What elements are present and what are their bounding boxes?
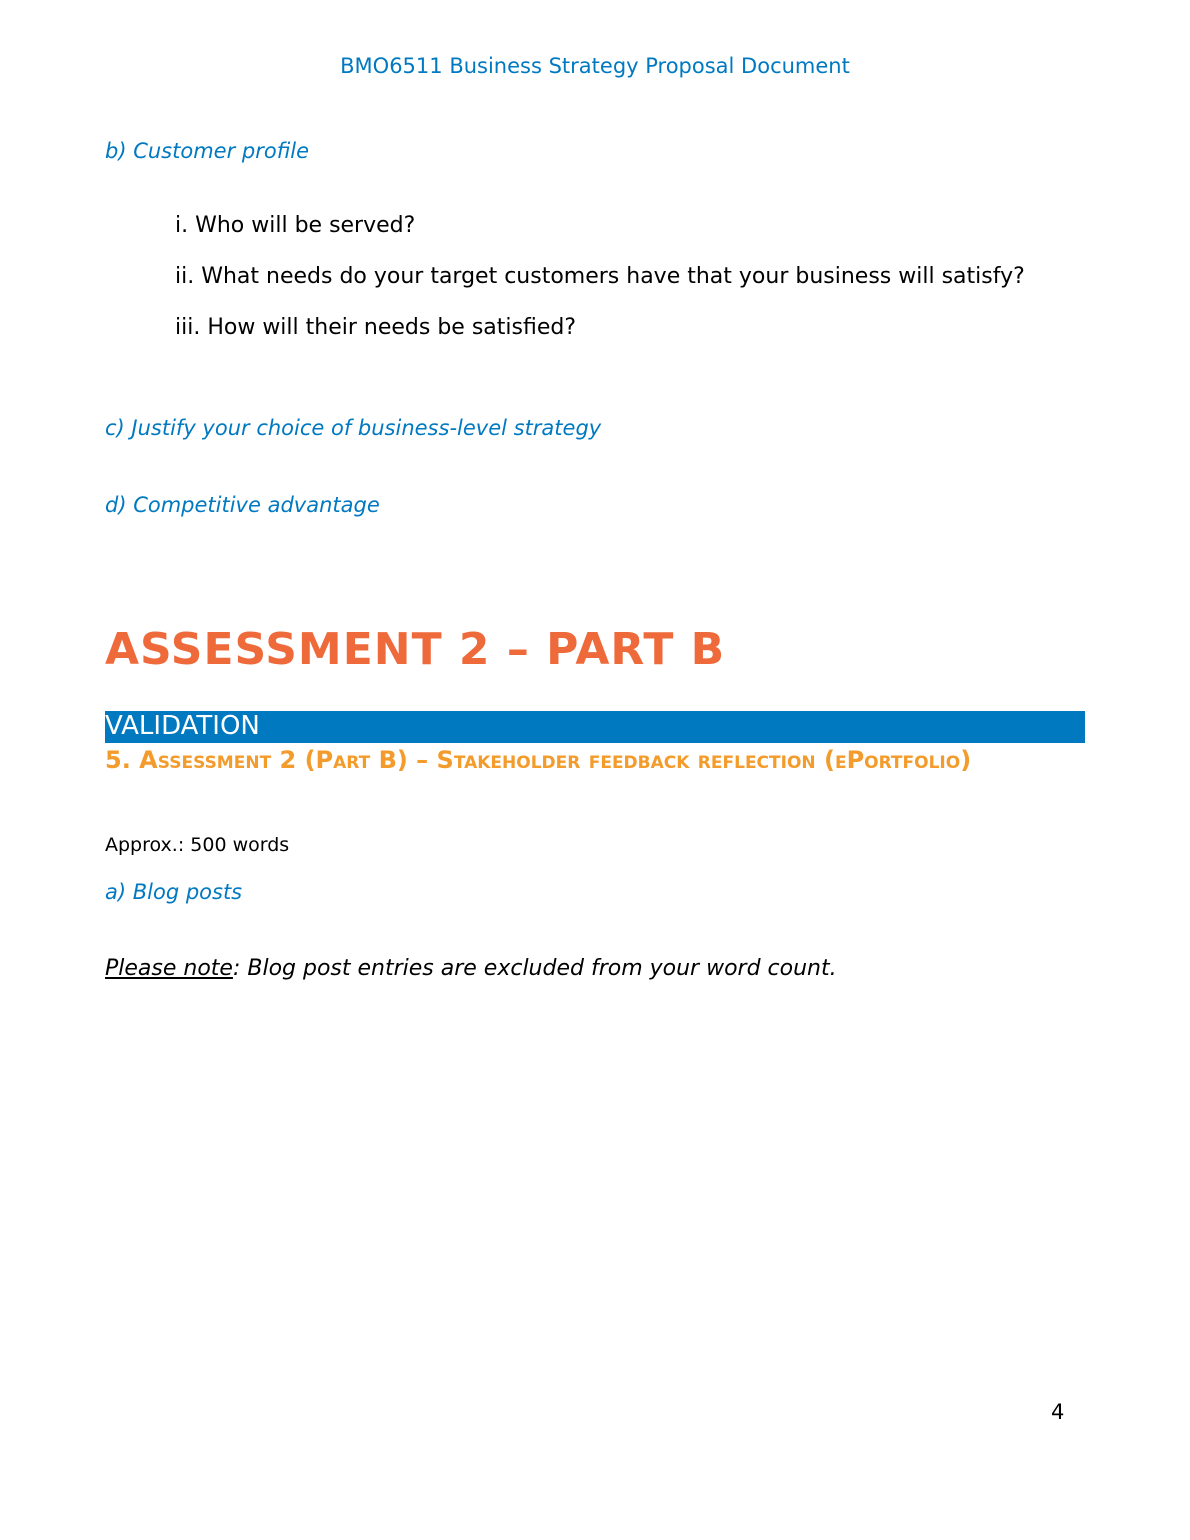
list-item: i. Who will be served? bbox=[175, 213, 416, 238]
validation-label: VALIDATION bbox=[105, 711, 260, 741]
document-header-title: BMO6511 Business Strategy Proposal Document bbox=[340, 54, 850, 78]
list-item: ii. What needs do your target customers have that your business will satisfy? bbox=[175, 264, 1025, 289]
please-note-label: Please note bbox=[105, 956, 233, 981]
list-item: iii. How will their needs be satisfied? bbox=[175, 315, 576, 340]
business-strategy-heading: c) Justify your choice of business-level strategy bbox=[105, 416, 602, 440]
competitive-advantage-heading: d) Competitive advantage bbox=[105, 493, 380, 517]
page-number bbox=[1051, 1400, 1068, 1424]
please-note-paragraph bbox=[105, 956, 837, 981]
section-5-heading: 5. Assessment 2 (Part B) – Stakeholder feedback reflection (ePortfolio) bbox=[105, 746, 972, 774]
word-count-approx: Approx.: 500 words bbox=[105, 834, 290, 856]
page-number-value: 4 bbox=[1051, 1400, 1065, 1424]
blog-posts-heading: a) Blog posts bbox=[105, 880, 243, 904]
please-note-text: : Blog post entries are excluded from your word count. bbox=[232, 956, 837, 981]
customer-profile-heading: b) Customer profile bbox=[105, 139, 310, 163]
part-b-title: ASSESSMENT 2 – PART B bbox=[105, 624, 726, 675]
